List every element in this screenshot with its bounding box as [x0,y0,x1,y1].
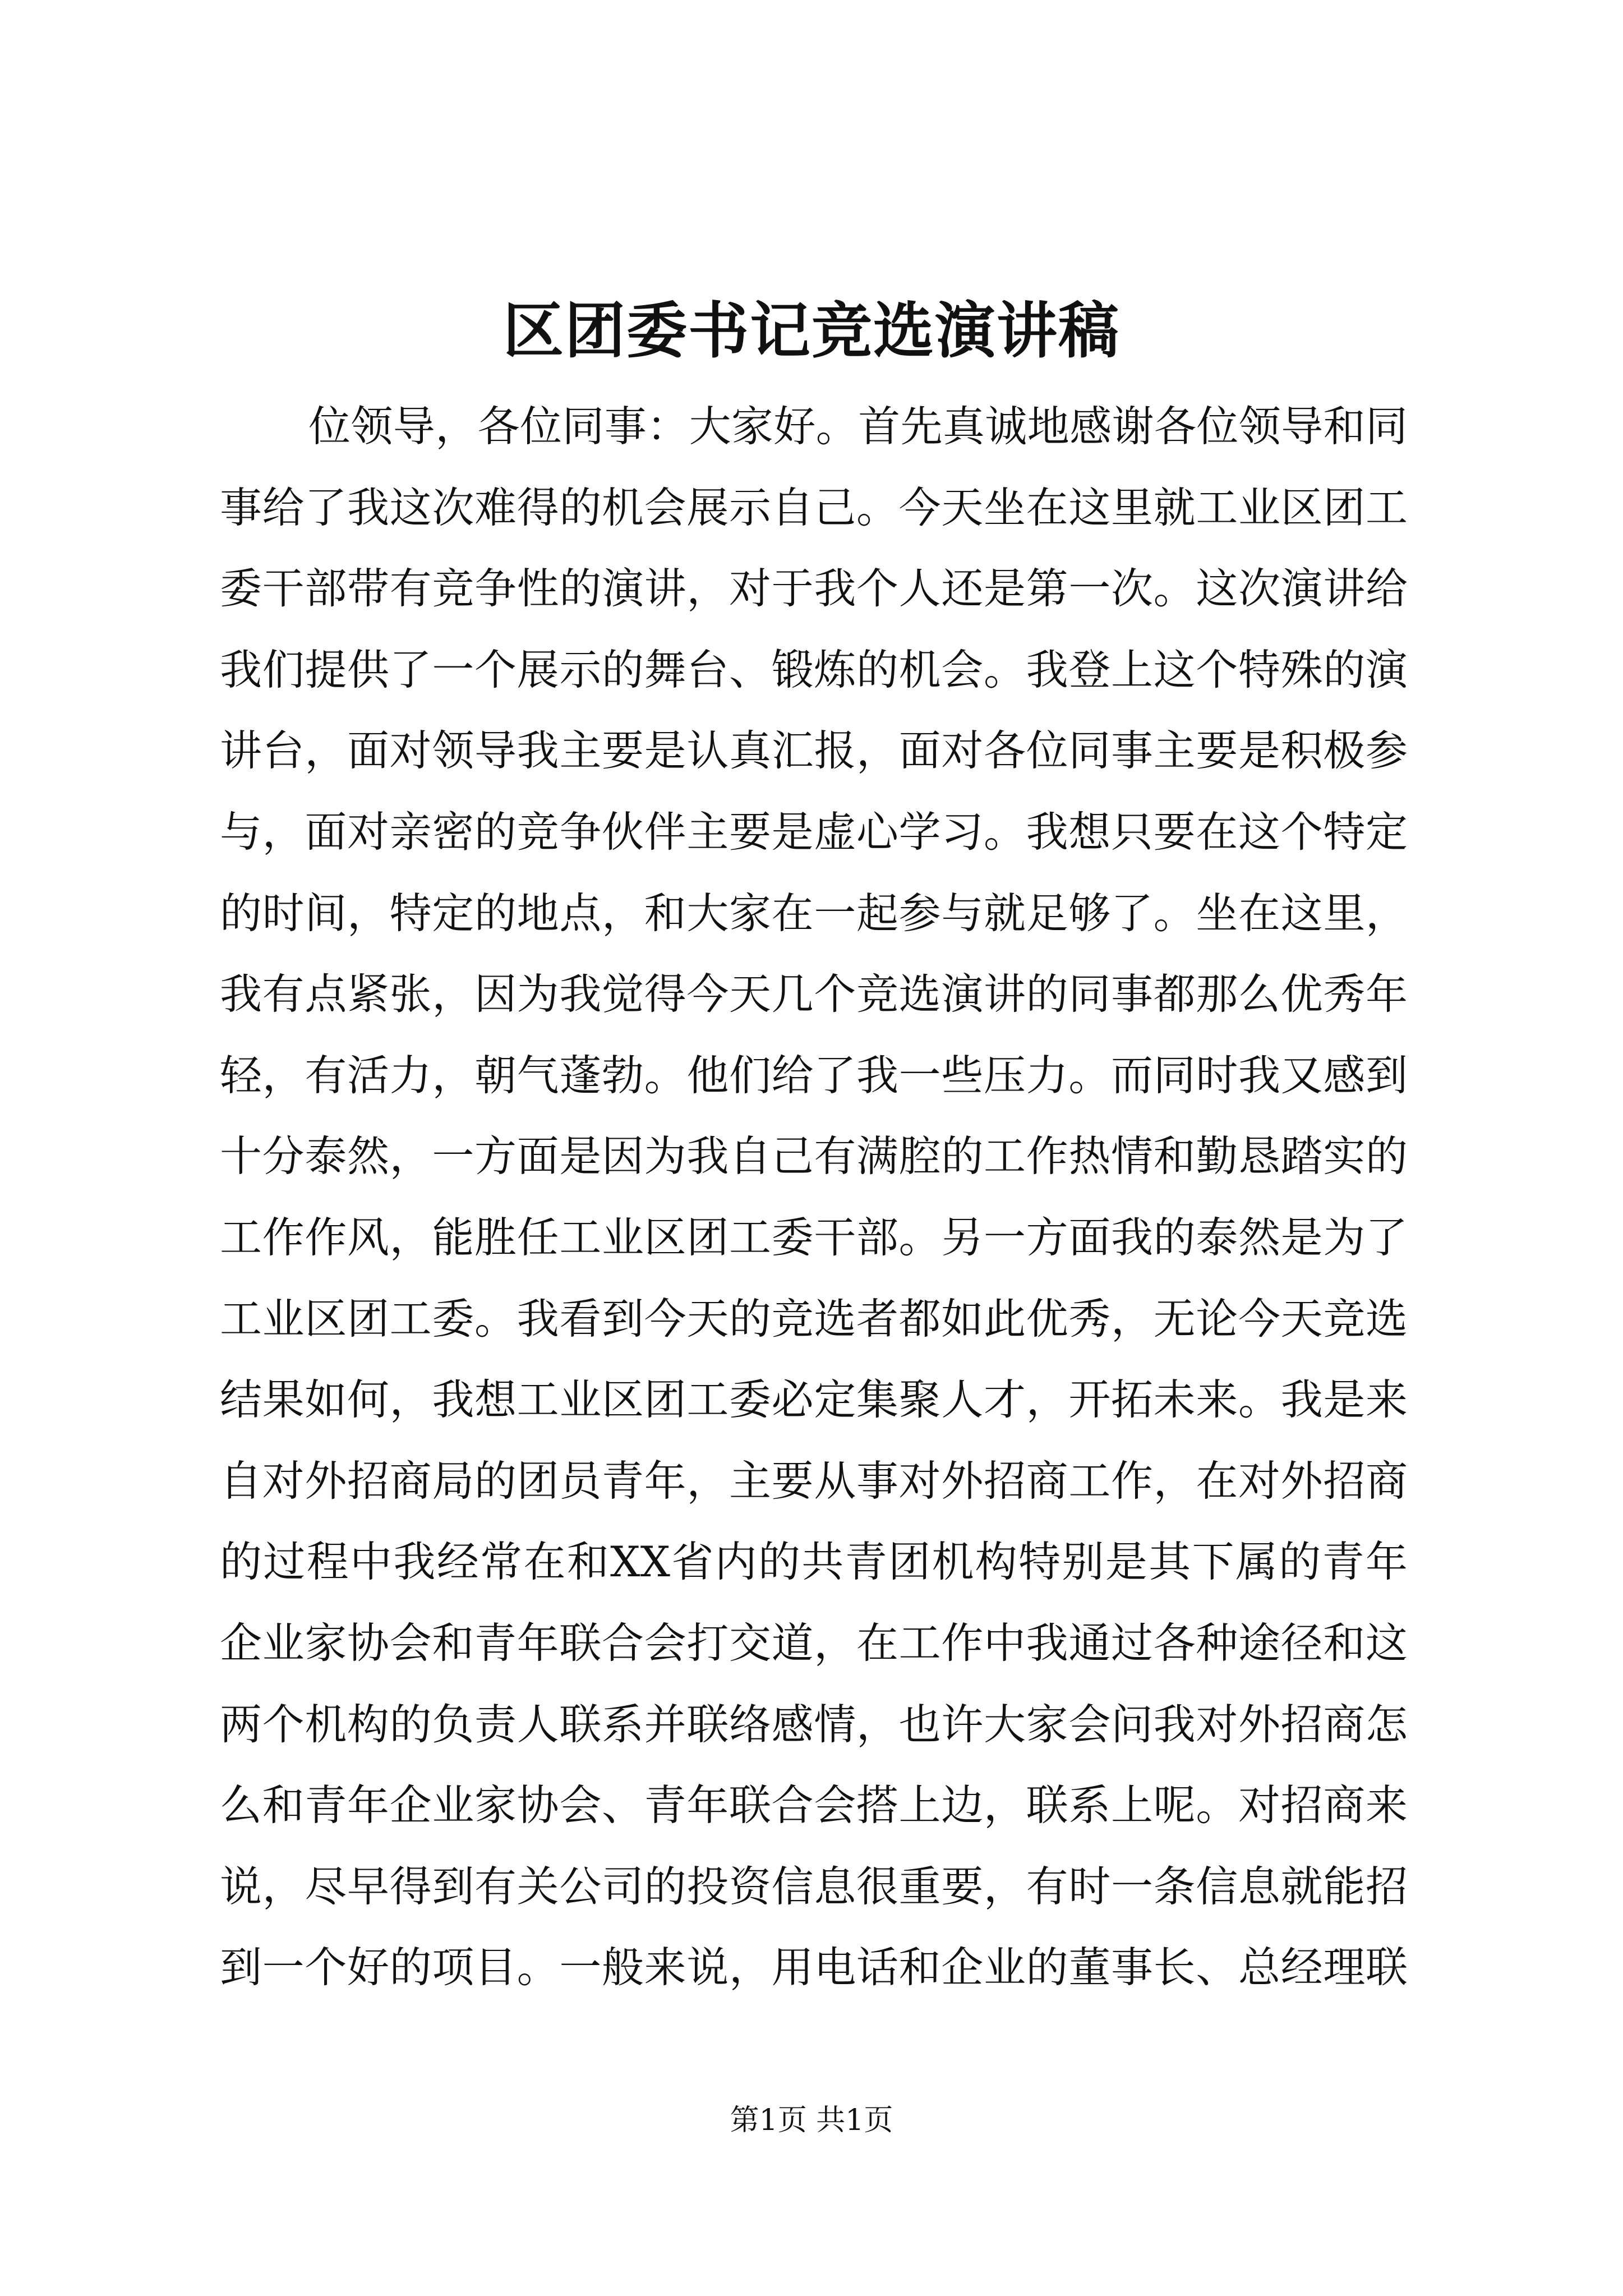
body-line: 两个机构的负责人联系并联络感情，也许大家会问我对外招商怎 [220,1699,1408,1749]
body-line: 企业家协会和青年联合会打交道，在工作中我通过各种途径和这 [220,1618,1408,1668]
body-line: 委干部带有竞争性的演讲，对于我个人还是第一次。这次演讲给 [220,564,1408,614]
body-line: 讲台，面对领导我主要是认真汇报，面对各位同事主要是积极参 [220,726,1408,776]
document-title: 区团委书记竞选演讲稿 [502,296,1120,366]
body-line: 的时间，特定的地点，和大家在一起参与就足够了。坐在这里， [220,888,1408,938]
body-line: 我们提供了一个展示的舞台、锻炼的机会。我登上这个特殊的演 [220,645,1408,694]
body-line: 的过程中我经常在和XX省内的共青团机构特别是其下属的青年 [220,1537,1408,1587]
body-line: 位领导，各位同事：大家好。首先真诚地感谢各位领导和同 [308,402,1408,451]
body-line: 到一个好的项目。一般来说，用电话和企业的董事长、总经理联 [220,1943,1408,1993]
body-line: 十分泰然，一方面是因为我自己有满腔的工作热情和勤恳踏实的 [220,1131,1408,1181]
body-line: 事给了我这次难得的机会展示自己。今天坐在这里就工业区团工 [220,482,1408,532]
body-line: 工作作风，能胜任工业区团工委干部。另一方面我的泰然是为了 [220,1212,1408,1262]
body-line: 么和青年企业家协会、青年联合会搭上边，联系上呢。对招商来 [220,1780,1408,1830]
page-footer: 第1页 共1页 [730,2104,893,2137]
body-line: 工业区团工委。我看到今天的竞选者都如此优秀，无论今天竞选 [220,1294,1408,1343]
body-line: 与，面对亲密的竞争伙伴主要是虚心学习。我想只要在这个特定 [220,807,1408,857]
body-line: 轻，有活力，朝气蓬勃。他们给了我一些压力。而同时我又感到 [220,1050,1408,1100]
body-line: 说，尽早得到有关公司的投资信息很重要，有时一条信息就能招 [220,1861,1408,1911]
body-line: 我有点紧张，因为我觉得今天几个竞选演讲的同事都那么优秀年 [220,969,1408,1019]
body-line: 自对外招商局的团员青年，主要从事对外招商工作，在对外招商 [220,1456,1408,1506]
body-line: 结果如何，我想工业区团工委必定集聚人才，开拓未来。我是来 [220,1375,1408,1425]
document-body [220,386,1408,2008]
